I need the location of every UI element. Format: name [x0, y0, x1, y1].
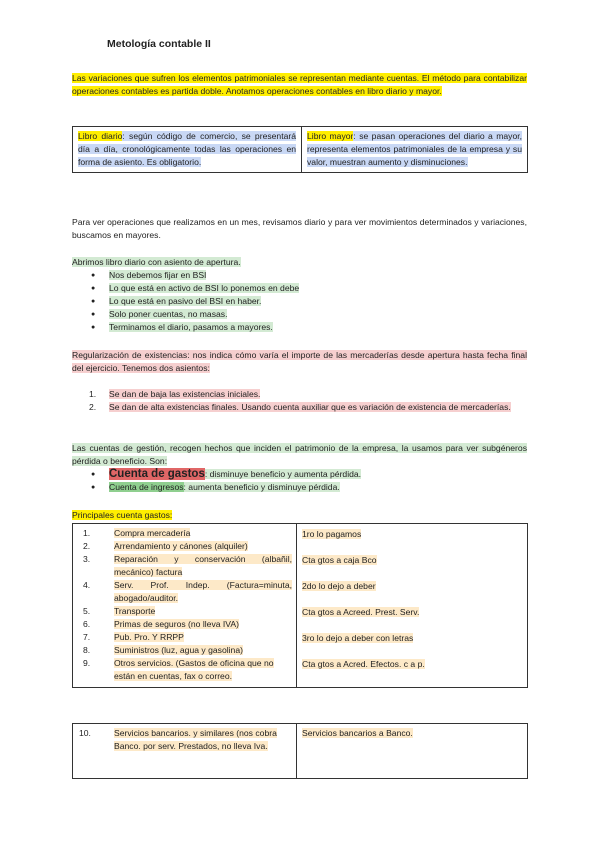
list-item: ● Lo que está en activo de BSI lo ponemos en debe: [72, 282, 527, 295]
libro-mayor-label: Libro mayor: [307, 131, 354, 141]
list-item: Cta gtos a caja Bco: [302, 555, 377, 565]
table-row: 7. Pub. Pro. Y RRPP: [83, 632, 184, 642]
list-item: 3ro lo dejo a deber con letras: [302, 633, 414, 643]
libro-diario-label: Libro diario: [78, 131, 123, 141]
list-item: 1ro lo pagamos: [302, 529, 362, 539]
gestion-section: [72, 442, 527, 494]
list-item: Cta gtos a Acred. Efectos. c a p.: [302, 659, 425, 669]
table-row: 10. Servicios bancarios. y similares (nos cobra Banco. por serv. Prestados, no lleva Iva.: [79, 728, 277, 751]
apertura-list: [72, 269, 527, 334]
servicios-table: [72, 723, 528, 779]
list-item: ● Nos debemos fijar en BSI: [72, 269, 527, 282]
list-item: ● Cuenta de gastos: disminuye beneficio y aumenta pérdida.: [72, 468, 527, 481]
regularizacion-text: Regularización de existencias: nos indica cómo varía el importe de las mercaderías desde apertura hasta fecha final del ejercicio. Tenemos dos asientos:: [72, 350, 527, 373]
table-row: 4. Serv. Prof. Indep. (Factura=minuta, abogado/auditor.: [83, 580, 292, 603]
page-title: Metología contable II: [107, 38, 211, 50]
table-row: 3. Reparación y conservación (albañil, mecánico) factura: [83, 554, 292, 577]
gastos-left-cell: [73, 524, 297, 688]
gastos-table: [72, 523, 528, 688]
libros-table: [72, 126, 528, 173]
list-item: ● Lo que está en pasivo del BSI en haber.: [72, 295, 527, 308]
list-item: 1. Se dan de baja las existencias iniciales.: [89, 389, 261, 399]
gestion-list: [72, 468, 527, 494]
gestion-text: Las cuentas de gestión, recogen hechos que inciden el patrimonio de la empresa, la usamos para ver subgéneros pérdida o beneficio. Son:: [72, 443, 527, 466]
regularizacion-list: [72, 388, 527, 414]
apertura-heading: Abrimos libro diario con asiento de apertura.: [72, 257, 241, 267]
gastos-right-cell: [297, 524, 528, 688]
libro-diario-text: : según código de comercio, se presentará día a día, cronológicamente todas las operaciones en forma de asiento. Es obligatorio.: [78, 131, 297, 167]
table-row: 5. Transporte: [83, 606, 156, 616]
list-item: ● Solo poner cuentas, no masas.: [72, 308, 527, 321]
libro-mayor-cell: [302, 127, 528, 173]
list-item: 2do lo dejo a deber: [302, 581, 376, 591]
list-item: ● Cuenta de ingresos: aumenta beneficio y disminuye pérdida.: [72, 481, 527, 494]
list-item: 2. Se dan de alta existencias finales. Usando cuenta auxiliar que es variación de existencia de mercaderías.: [89, 402, 511, 412]
para-ver-paragraph: Para ver operaciones que realizamos en un mes, revisamos diario y para ver movimientos determinados y variaciones, buscamos en mayores.: [72, 217, 527, 240]
apertura-section: [72, 256, 527, 334]
regularizacion-paragraph: [72, 349, 527, 375]
cuenta-gastos-label: Cuenta de gastos: [109, 468, 205, 480]
servicios-right-cell: Servicios bancarios a Banco.: [297, 724, 528, 779]
intro-text: Las variaciones que sufren los elementos patrimoniales se representan mediante cuentas. El método para contabilizar operaciones contables es partida doble. Anotamos operaciones contables en libro diario y mayor.: [72, 73, 527, 96]
cuenta-ingresos-label: Cuenta de ingresos: [109, 482, 184, 492]
table-row: 6. Primas de seguros (no lleva IVA): [83, 619, 239, 629]
table-row: 2. Arrendamiento y cánones (alquiler): [83, 541, 248, 551]
list-item: Cta gtos a Acreed. Prest. Serv.: [302, 607, 420, 617]
servicios-left-cell: [73, 724, 297, 779]
table-row: 9. Otros servicios. (Gastos de oficina que no están en cuentas, fax o correo.: [83, 658, 274, 681]
principales-heading: Principales cuenta gastos:: [72, 510, 173, 520]
libro-diario-cell: [73, 127, 302, 173]
table-row: 8. Suministros (luz, agua y gasolina): [83, 645, 243, 655]
list-item: ● Terminamos el diario, pasamos a mayores.: [72, 321, 527, 334]
intro-paragraph: [72, 72, 527, 98]
table-row: 1. Compra mercadería: [83, 528, 191, 538]
libro-mayor-text: : se pasan operaciones del diario a mayor, representa elementos patrimoniales de la empresa y su valor, muestran aumento y disminuciones.: [307, 131, 523, 167]
